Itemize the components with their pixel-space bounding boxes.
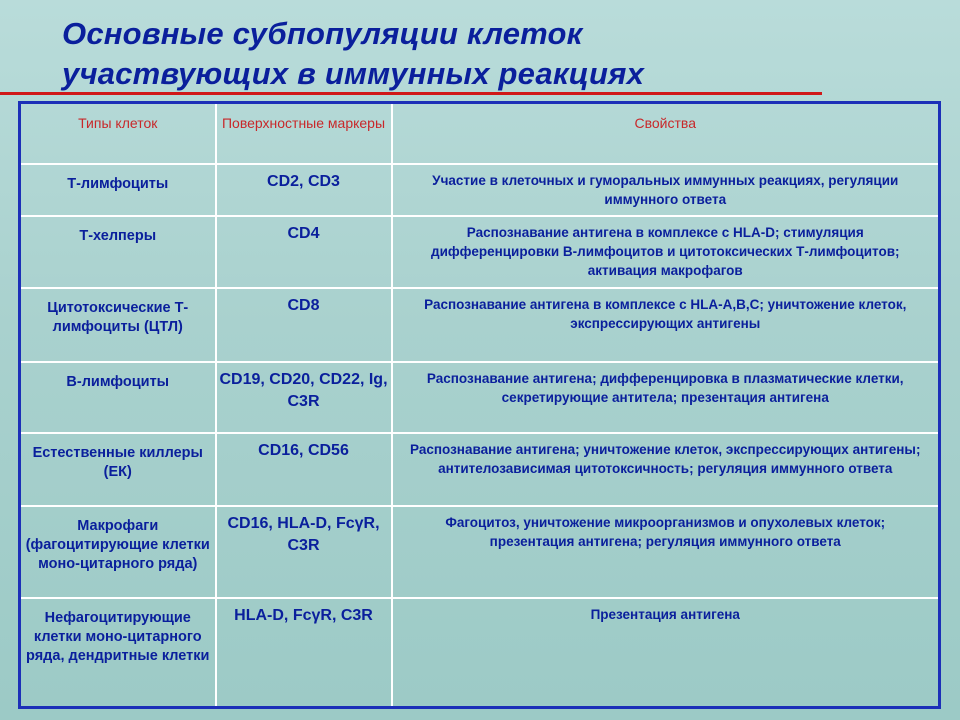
table-row — [20, 164, 940, 216]
header-surface-markers: Поверхностные маркеры — [216, 103, 392, 164]
cell-markers: CD2, CD3 — [216, 164, 392, 216]
cell-properties: Презентация антигена — [392, 598, 940, 708]
header-properties: Свойства — [392, 103, 940, 164]
cell-type: Макрофаги (фагоцитирующие клетки моно-цитарного ряда) — [20, 506, 216, 598]
cell-markers: CD4 — [216, 216, 392, 288]
cell-type: Т-хелперы — [20, 216, 216, 288]
slide-title-line-1: Основные субпопуляции клеток — [62, 16, 583, 51]
cell-properties: Распознавание антигена; дифференцировка в плазматические клетки, секретирующие антитела; презентация антигена — [392, 362, 940, 433]
title-underline — [0, 92, 822, 95]
cell-subpopulations-table — [18, 101, 941, 709]
slide-title — [62, 14, 644, 94]
cell-markers: CD16, HLA-D, FcγR, C3R — [216, 506, 392, 598]
cell-markers: CD16, CD56 — [216, 433, 392, 506]
table-row — [20, 433, 940, 506]
cell-properties: Фагоцитоз, уничтожение микроорганизмов и опухолевых клеток; презентация антигена; регуляция иммунного ответа — [392, 506, 940, 598]
cell-type: Нефагоцитирующие клетки моно-цитарного ряда, дендритные клетки — [20, 598, 216, 708]
cell-properties: Распознавание антигена в комплексе с HLA-D; стимуляция дифференцировки В-лимфоцитов и цитотоксических Т-лимфоцитов; активация макрофагов — [392, 216, 940, 288]
header-cell-types: Типы клеток — [20, 103, 216, 164]
table-row — [20, 362, 940, 433]
cell-markers: CD8 — [216, 288, 392, 362]
cell-properties: Участие в клеточных и гуморальных иммунных реакциях, регуляции иммунного ответа — [392, 164, 940, 216]
table-header-row — [20, 103, 940, 164]
slide-title-line-2: участвующих в иммунных реакциях — [62, 56, 645, 91]
cell-type: Цитотоксические Т-лимфоциты (ЦТЛ) — [20, 288, 216, 362]
table-row — [20, 288, 940, 362]
table-row — [20, 506, 940, 598]
table-row — [20, 598, 940, 708]
cell-type: В-лимфоциты — [20, 362, 216, 433]
table-row — [20, 216, 940, 288]
cell-properties: Распознавание антигена; уничтожение клеток, экспрессирующих антигены; антителозависимая цитотоксичность; регуляция иммунного ответа — [392, 433, 940, 506]
cell-type: Естественные киллеры (ЕК) — [20, 433, 216, 506]
cell-markers: HLA-D, FcγR, C3R — [216, 598, 392, 708]
cell-markers: CD19, CD20, CD22, Ig, C3R — [216, 362, 392, 433]
cell-type: Т-лимфоциты — [20, 164, 216, 216]
cell-properties: Распознавание антигена в комплексе с HLA-A,B,C; уничтожение клеток, экспрессирующих антигены — [392, 288, 940, 362]
